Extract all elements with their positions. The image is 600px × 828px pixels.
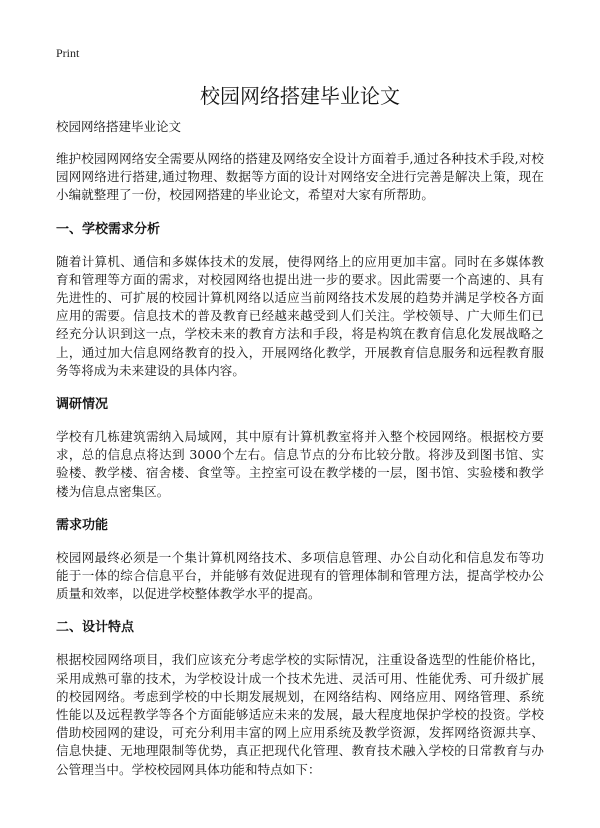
section-paragraph-design-features: 根据校园网络项目，我们应该充分考虑学校的实际情况，注重设备选型的性能价格比，采用成熟可靠的技术，为学校设计成一个技术先进、灵活可用、性能优秀、可升级扩展的校园网络。考虑到学校的中长期发展规划，在网络结构、网络应用、网络管理、系统性能以及远程教学等各个方面能够适应未来的发展，最大程度地保护学校的投资。学校借助校园网的建设，可充分利用丰富的网上应用系统及教学资源，发挥网络资源共享、信息快捷、无地理限制等优势，真正把现代化管理、教育技术融入学校的日常教育与办公管理当中。学校校园网具体功能和特点如下：	[56, 652, 544, 777]
document-subtitle: 校园网络搭建毕业论文	[56, 119, 182, 134]
print-link[interactable]: Print	[56, 46, 80, 60]
section-paragraph-required-functions: 校园网最终必须是一个集计算机网络技术、多项信息管理、办公自动化和信息发布等功能于一体的综合信息平台，并能够有效促进现有的管理体制和管理方法，提高学校办公质量和效率，以促进学校整体教学水平的提高。	[56, 549, 544, 602]
intro-paragraph: 维护校园网网络安全需要从网络的搭建及网络安全设计方面着手,通过各种技术手段,对校园网网络进行搭建,通过物理、数据等方面的设计对网络安全进行完善是解决上策，现在小编就整理了一份，校园网搭建的毕业论文，希望对大家有所帮助。	[56, 151, 544, 203]
section-heading-survey: 调研情况	[56, 397, 109, 413]
section-paragraph-needs-analysis: 随着计算机、通信和多媒体技术的发展，使得网络上的应用更加丰富。同时在多媒体教育和管理等方面的需求，对校园网络也提出进一步的要求。因此需要一个高速的、具有先进性的、可扩展的校园计算机网络以适应当前网络技术发展的趋势并满足学校各方面应用的需要。信息技术的普及教育已经越来越受到人们关注。学校领导、广大师生们已经充分认识到这一点，学校未来的教育方法和手段，将是构筑在教育信息化发展战略之上，通过加大信息网络教育的投入，开展网络化教学，开展教育信息服务和远程教育服务等将成为未来建设的具体内容。	[56, 253, 544, 378]
section-heading-required-functions: 需求功能	[56, 517, 109, 533]
section-heading-design-features: 二、设计特点	[56, 620, 135, 636]
document-title: 校园网络搭建毕业论文	[200, 84, 400, 108]
section-paragraph-survey: 学校有几栋建筑需纳入局域网，其中原有计算机教室将并入整个校园网络。根据校方要求，总的信息点将达到 3000个左右。信息节点的分布比较分散。将涉及到图书馆、实验楼、教学楼、宿舍楼、食堂等。主控室可设在教学楼的一层，图书馆、实验楼和教学楼为信息点密集区。	[56, 429, 544, 499]
section-heading-needs-analysis: 一、学校需求分析	[56, 221, 161, 237]
document-body	[56, 118, 544, 795]
